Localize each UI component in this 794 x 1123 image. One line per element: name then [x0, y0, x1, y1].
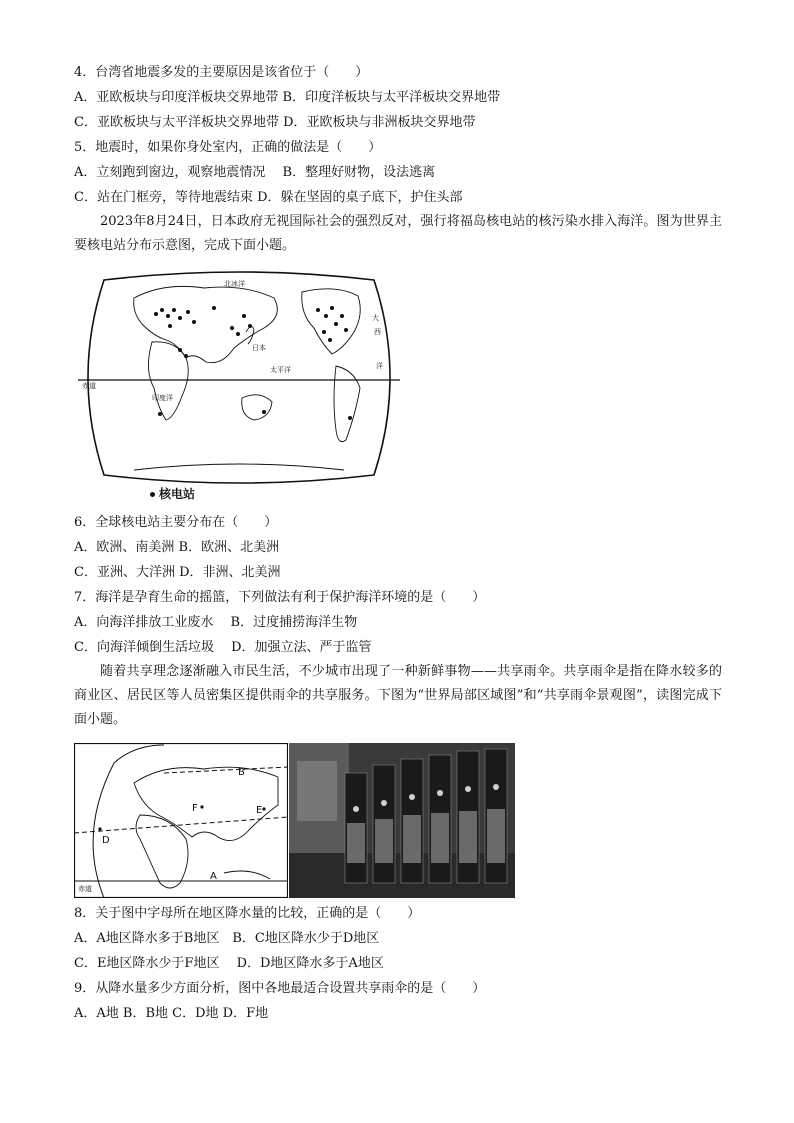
q9-options: A．A地 B．B地 C．D地 D．F地	[74, 1006, 269, 1021]
regional-world-map	[74, 743, 288, 898]
nuclear-plant-world-map	[74, 270, 404, 485]
q7-stem: 7．海洋是孕育生命的摇篮，下列做法有利于保护海洋环境的是（ ）	[74, 590, 486, 605]
atlantic-label-2: 西	[374, 328, 381, 336]
q8-stem: 8．关于图中字母所在地区降水量的比较，正确的是（ ）	[74, 906, 421, 921]
q7-options-cd: C．向海洋倾倒生活垃圾 D．加强立法、严于监管	[74, 640, 372, 655]
map-legend	[150, 485, 195, 502]
q6-options-cd: C．亚洲、大洋洲 D．非洲、北美洲	[74, 565, 281, 580]
q8-options-cd: C．E地区降水少于F地区 D．D地区降水多于A地区	[74, 956, 384, 971]
q5-options-ab: A．立刻跑到窗边，观察地震情况 B．整理好财物，设法逃离	[74, 165, 436, 180]
label-d: D	[102, 835, 110, 846]
q6-stem: 6．全球核电站主要分布在（ ）	[74, 515, 278, 530]
intro-paragraph-umbrella: 随着共享理念逐渐融入市民生活，不少城市出现了一种新鲜事物——共享雨伞。共享雨伞是指在降水较多的商业区、居民区等人员密集区提供雨伞的共享服务。下图为“世界局部区域图”和“共享雨伞景观图”，读图完成下面小题。	[74, 664, 722, 727]
q6-options-ab: A．欧洲、南美洲 B．欧洲、北美洲	[74, 540, 280, 555]
q5-stem: 5．地震时，如果你身处室内，正确的做法是（ ）	[74, 140, 382, 155]
japan-label: 日本	[252, 344, 266, 352]
q4-stem: 4．台湾省地震多发的主要原因是该省位于（ ）	[74, 65, 369, 80]
q5-options-cd: C．站在门框旁，等待地震结束 D．躲在坚固的桌子底下，护住头部	[74, 190, 463, 205]
label-e: E	[256, 805, 263, 816]
equator-label: 赤道	[82, 382, 96, 390]
legend-label: 核电站	[159, 487, 196, 501]
label-b: B	[238, 767, 245, 778]
label-f: F	[192, 803, 198, 814]
q4-options-cd: C．亚欧板块与太平洋板块交界地带 D．亚欧板块与非洲板块交界地带	[74, 115, 476, 130]
nuclear-plant-legend-icon	[150, 492, 155, 497]
q8-options-ab: A．A地区降水多于B地区 B．C地区降水少于D地区	[74, 931, 380, 946]
atlantic-label-3: 洋	[376, 362, 383, 370]
q4-options-ab: A．亚欧板块与印度洋板块交界地带 B．印度洋板块与太平洋板块交界地带	[74, 90, 501, 105]
q7-options-ab: A．向海洋排放工业废水 B．过度捕捞海洋生物	[74, 615, 358, 630]
indian-ocean-label: 印度洋	[152, 394, 173, 402]
arctic-ocean-label: 北冰洋	[224, 280, 245, 288]
shared-umbrella-photo	[289, 743, 515, 898]
intro-paragraph-nuclear: 2023年8月24日，日本政府无视国际社会的强烈反对，强行将福岛核电站的核污染水排入海洋。图为世界主要核电站分布示意图，完成下面小题。	[74, 214, 722, 253]
equator-label-map2: 赤道	[78, 885, 92, 893]
atlantic-label-1: 大	[372, 314, 379, 322]
label-a: A	[210, 871, 217, 882]
q9-stem: 9．从降水量多少方面分析，图中各地最适合设置共享雨伞的是（ ）	[74, 981, 486, 996]
pacific-ocean-label: 太平洋	[270, 366, 291, 374]
